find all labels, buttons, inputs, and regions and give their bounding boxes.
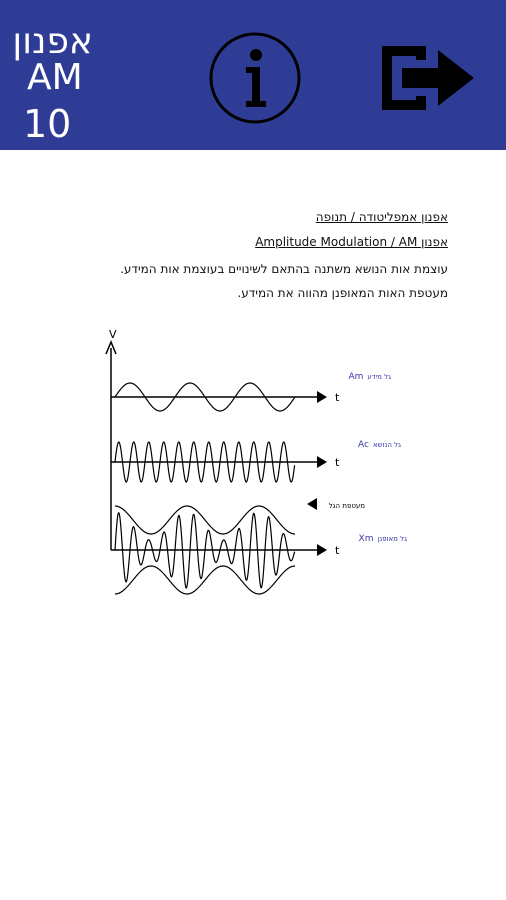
t-axis-1-arrow bbox=[317, 391, 327, 403]
heading-hebrew: אפנון אמפליטודה / תנופה bbox=[315, 210, 448, 224]
info-button[interactable] bbox=[208, 31, 302, 125]
exit-arrow-icon bbox=[380, 44, 476, 112]
app-title-line2: AM bbox=[27, 57, 83, 98]
envelope-bottom bbox=[115, 566, 295, 594]
app-title-line3: 10 bbox=[23, 102, 72, 146]
description-line-2: מעטפת האות המאופנן מהווה את המידע. bbox=[237, 286, 448, 300]
description-line-1: עוצמת אות הנושא משתנה בהתאם לשינויים בעוצמת אות המידע. bbox=[120, 262, 448, 276]
app-header bbox=[0, 0, 506, 150]
t-label-3: t bbox=[335, 544, 340, 557]
v-axis-label: V bbox=[109, 328, 117, 341]
t-axis-2-arrow bbox=[317, 456, 327, 468]
ac-label: Ac גל הנושא bbox=[358, 440, 401, 450]
exit-button[interactable] bbox=[380, 44, 476, 112]
t-label-2: t bbox=[335, 456, 340, 469]
t-label-1: t bbox=[335, 391, 340, 404]
info-circle-icon bbox=[208, 31, 302, 125]
t-axis-3-arrow bbox=[317, 544, 327, 556]
xm-label: Xm גל מאופנן bbox=[358, 534, 407, 544]
envelope-pointer-arrow bbox=[307, 498, 317, 510]
am-waveform-diagram bbox=[95, 322, 415, 602]
envelope-label: מעטפת הגל bbox=[328, 502, 365, 510]
app-title-line1: אפנון bbox=[12, 21, 93, 62]
content-area bbox=[0, 150, 506, 900]
heading-english: Amplitude Modulation / AM אפנון bbox=[255, 235, 448, 249]
am-label: Am גל מידע bbox=[348, 372, 391, 382]
